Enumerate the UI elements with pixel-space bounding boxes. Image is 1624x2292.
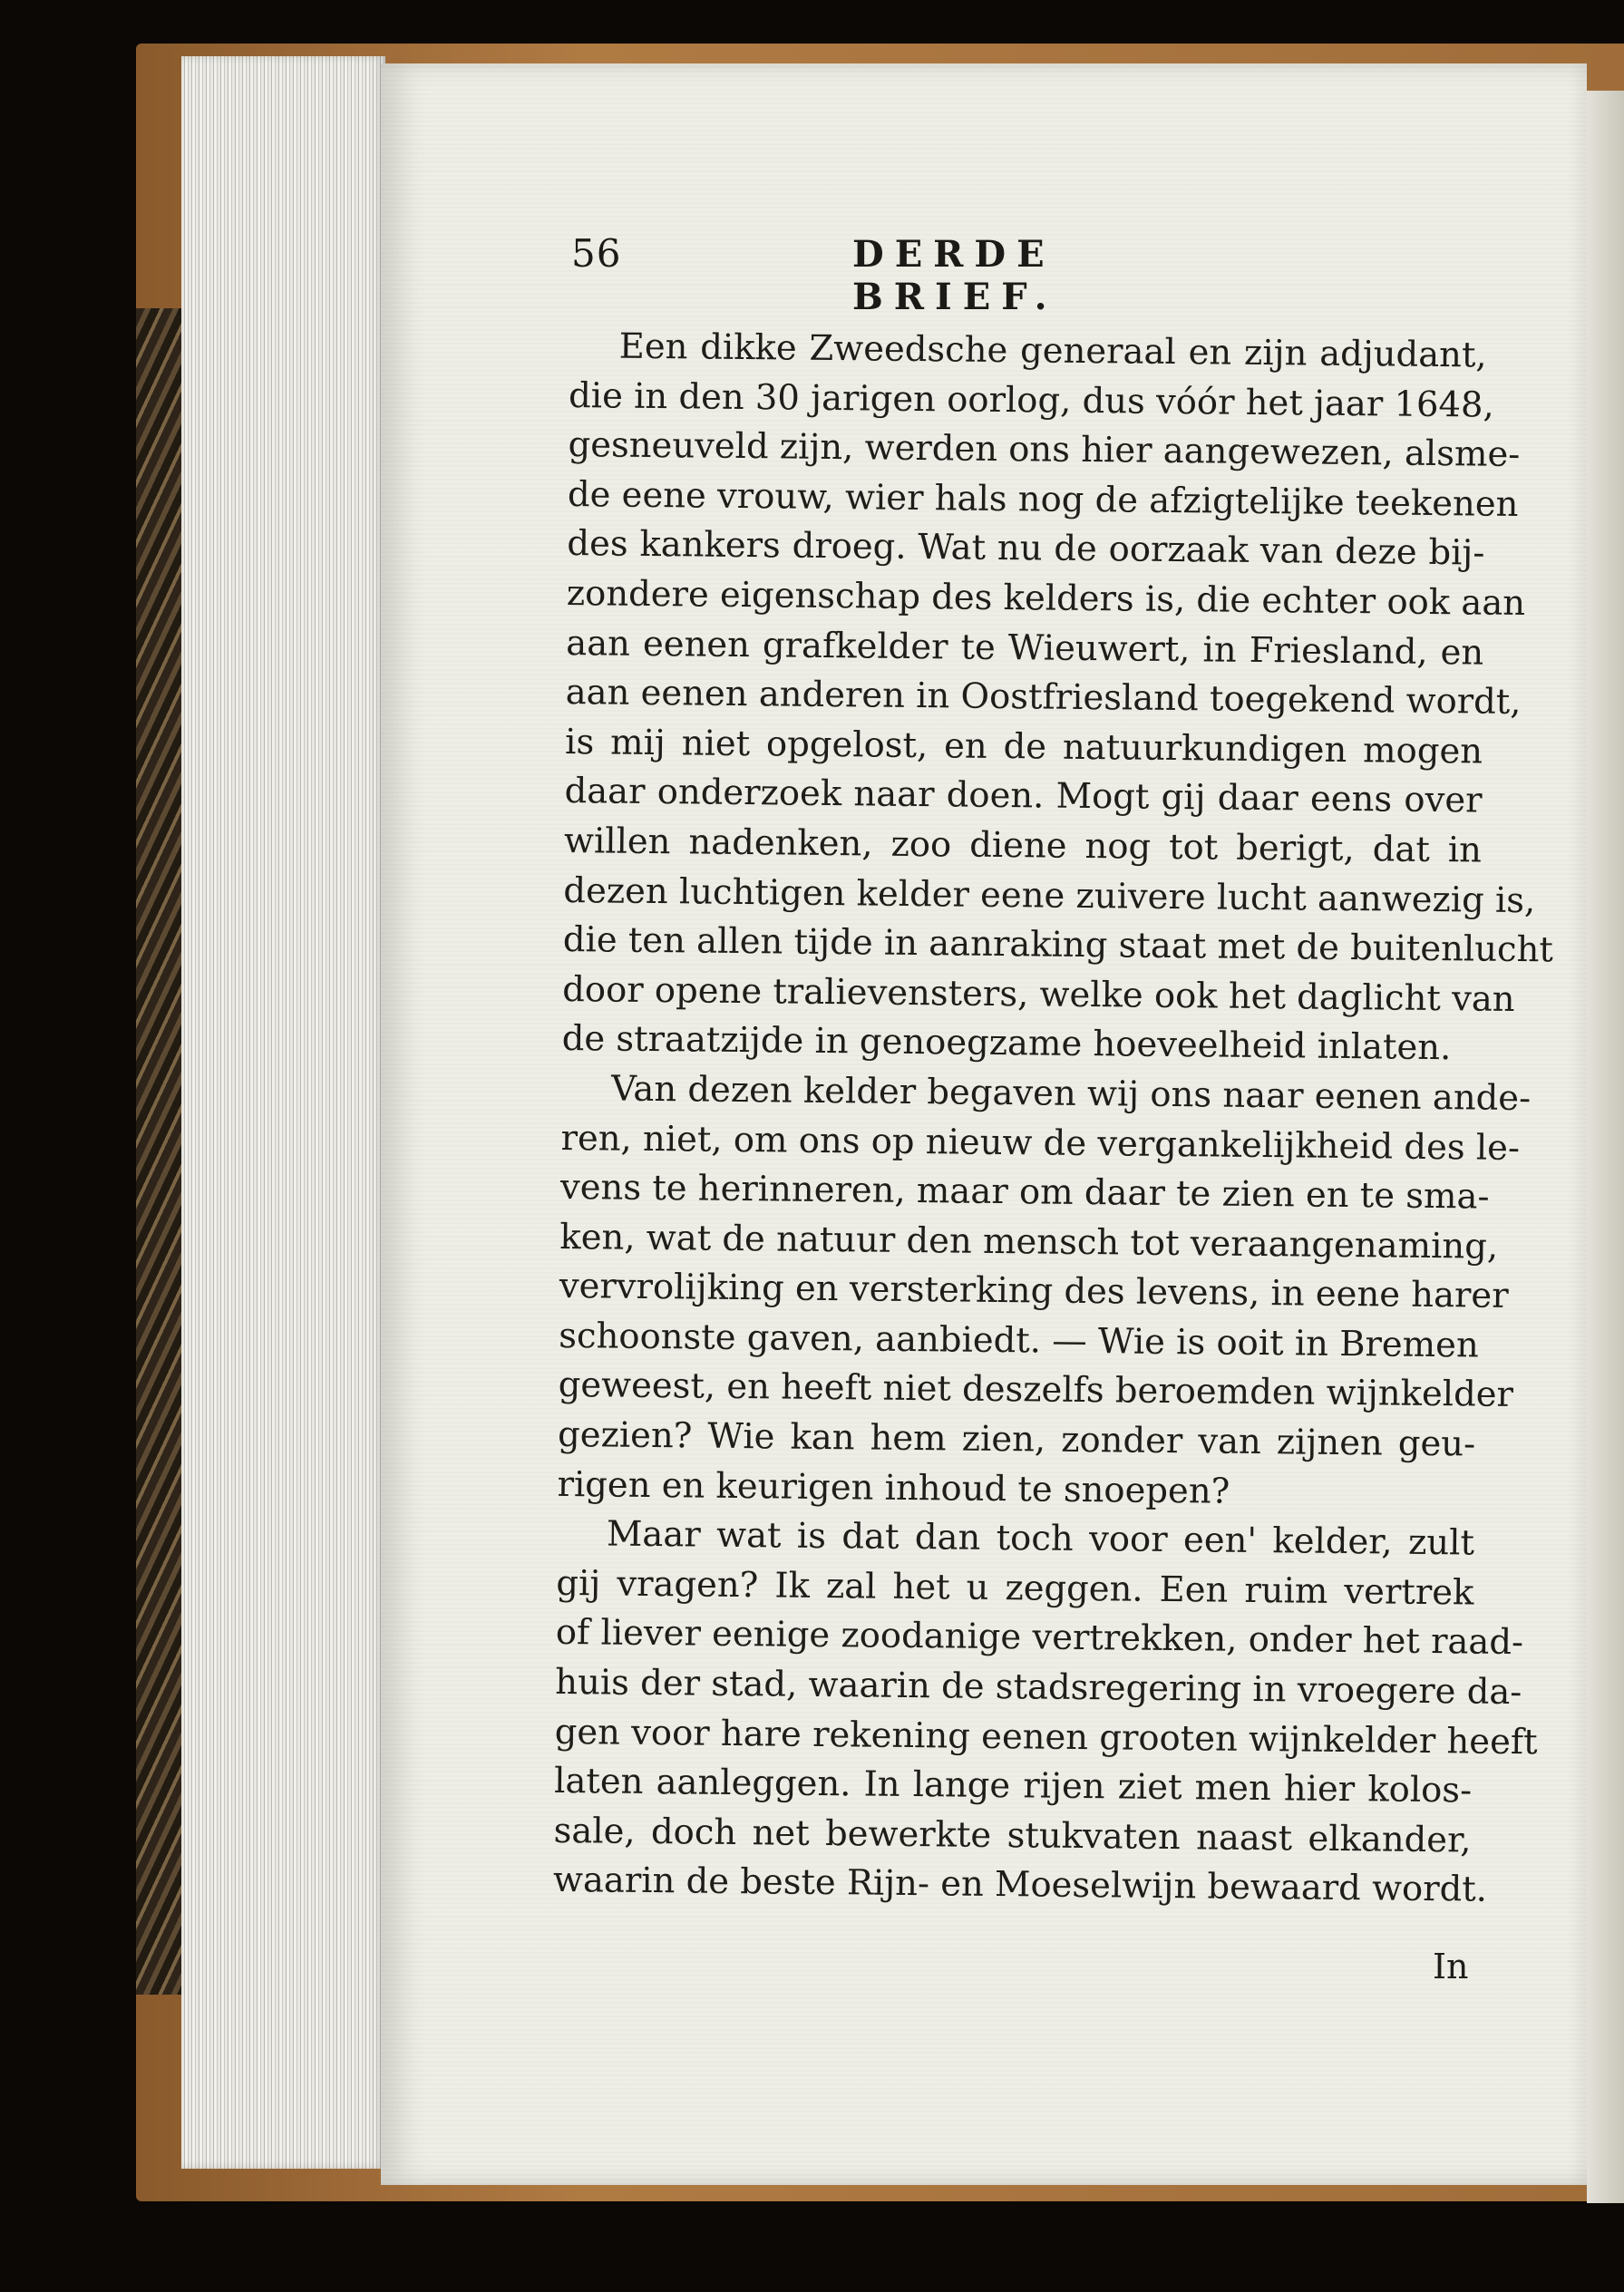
text-line: ken, wat de natuur den mensch tot veraangenaming, [559, 1216, 1499, 1267]
text-line: gezien? Wie kan hem zien, zonder van zijnen geu- [557, 1413, 1476, 1465]
body-text [552, 322, 1554, 1916]
running-title: DERDE BRIEF. [852, 233, 1058, 318]
text-line: aan eenen anderen in Oostfriesland toegekend wordt, [565, 672, 1522, 724]
text-line: of liever eenige zoodanige vertrekken, onder het raad- [555, 1612, 1524, 1664]
text-line: die ten allen tijde in aanraking staat met de buitenlucht [562, 919, 1554, 971]
text-line: die in den 30 jarigen oorlog, dus vóór het jaar 1648, [568, 374, 1494, 426]
text-line: schoonste gaven, aanbiedt. — Wie is ooit in Bremen [559, 1315, 1480, 1366]
text-line: gij vragen? Ik zal het u zeggen. Een ruim vertrek [556, 1562, 1474, 1614]
text-line: Een dikke Zweedsche generaal en zijn adjudant, [618, 325, 1487, 376]
text-line: de eene vrouw, wier hals nog de afzigtelijke teekenen [567, 473, 1519, 525]
text-line: rigen en keurigen inhoud te snoepen? [557, 1463, 1230, 1512]
page-edges [181, 56, 385, 2169]
text-line: vens te herinneren, maar om daar te zien en te sma- [559, 1167, 1490, 1218]
text-line: dezen luchtigen kelder eene zuivere lucht aanwezig is, [563, 869, 1536, 921]
text-line: laten aanleggen. In lange rijen ziet men hier kolos- [553, 1761, 1473, 1811]
text-line: huis der stad, waarin de stadsregering in vroegere da- [555, 1661, 1522, 1714]
text-line: Van dezen kelder begaven wij ons naar eenen ande- [610, 1068, 1532, 1120]
catchword: In [1433, 1947, 1469, 1986]
text-line: gesneuveld zijn, werden ons hier aangewezen, alsme- [568, 424, 1521, 476]
text-line: geweest, en heeft niet deszelfs beroemden wijnkelder [558, 1365, 1514, 1416]
page-header [571, 231, 1260, 318]
text-line: vervrolijking en versterking des levens, in eene harer [559, 1266, 1509, 1317]
text-line: gen voor hare rekening eenen grooten wijnkelder heeft [554, 1711, 1538, 1763]
text-line: aan eenen grafkelder te Wieuwert, in Friesland, en [566, 622, 1484, 674]
text-line: zondere eigenschap des kelders is, die echter ook aan [566, 572, 1526, 625]
text-line: is mij niet opgelost, en de natuurkundigen mogen [564, 721, 1483, 772]
text-line: daar onderzoek naar doen. Mogt gij daar eens over [564, 771, 1483, 821]
facing-page-edge [1587, 91, 1624, 2203]
text-line: sale, doch net bewerkte stukvaten naast elkander, [553, 1810, 1472, 1861]
text-line: de straatzijde in genoegzame hoeveelheid inlaten. [561, 1018, 1452, 1069]
text-line: ren, niet, om ons op nieuw de vergankelijkheid des le- [560, 1117, 1521, 1169]
text-line: waarin de beste Rijn- en Moeselwijn bewaard wordt. [552, 1860, 1488, 1911]
text-line: des kankers droeg. Wat nu de oorzaak van deze bij- [567, 523, 1485, 574]
text-line: door opene tralievensters, welke ook het daglicht van [562, 968, 1515, 1020]
text-line: Maar wat is dat dan toch voor een' kelder, zult [606, 1513, 1475, 1564]
page-number: 56 [571, 231, 622, 276]
text-line: willen nadenken, zoo diene nog tot berigt, dat in [563, 820, 1483, 871]
